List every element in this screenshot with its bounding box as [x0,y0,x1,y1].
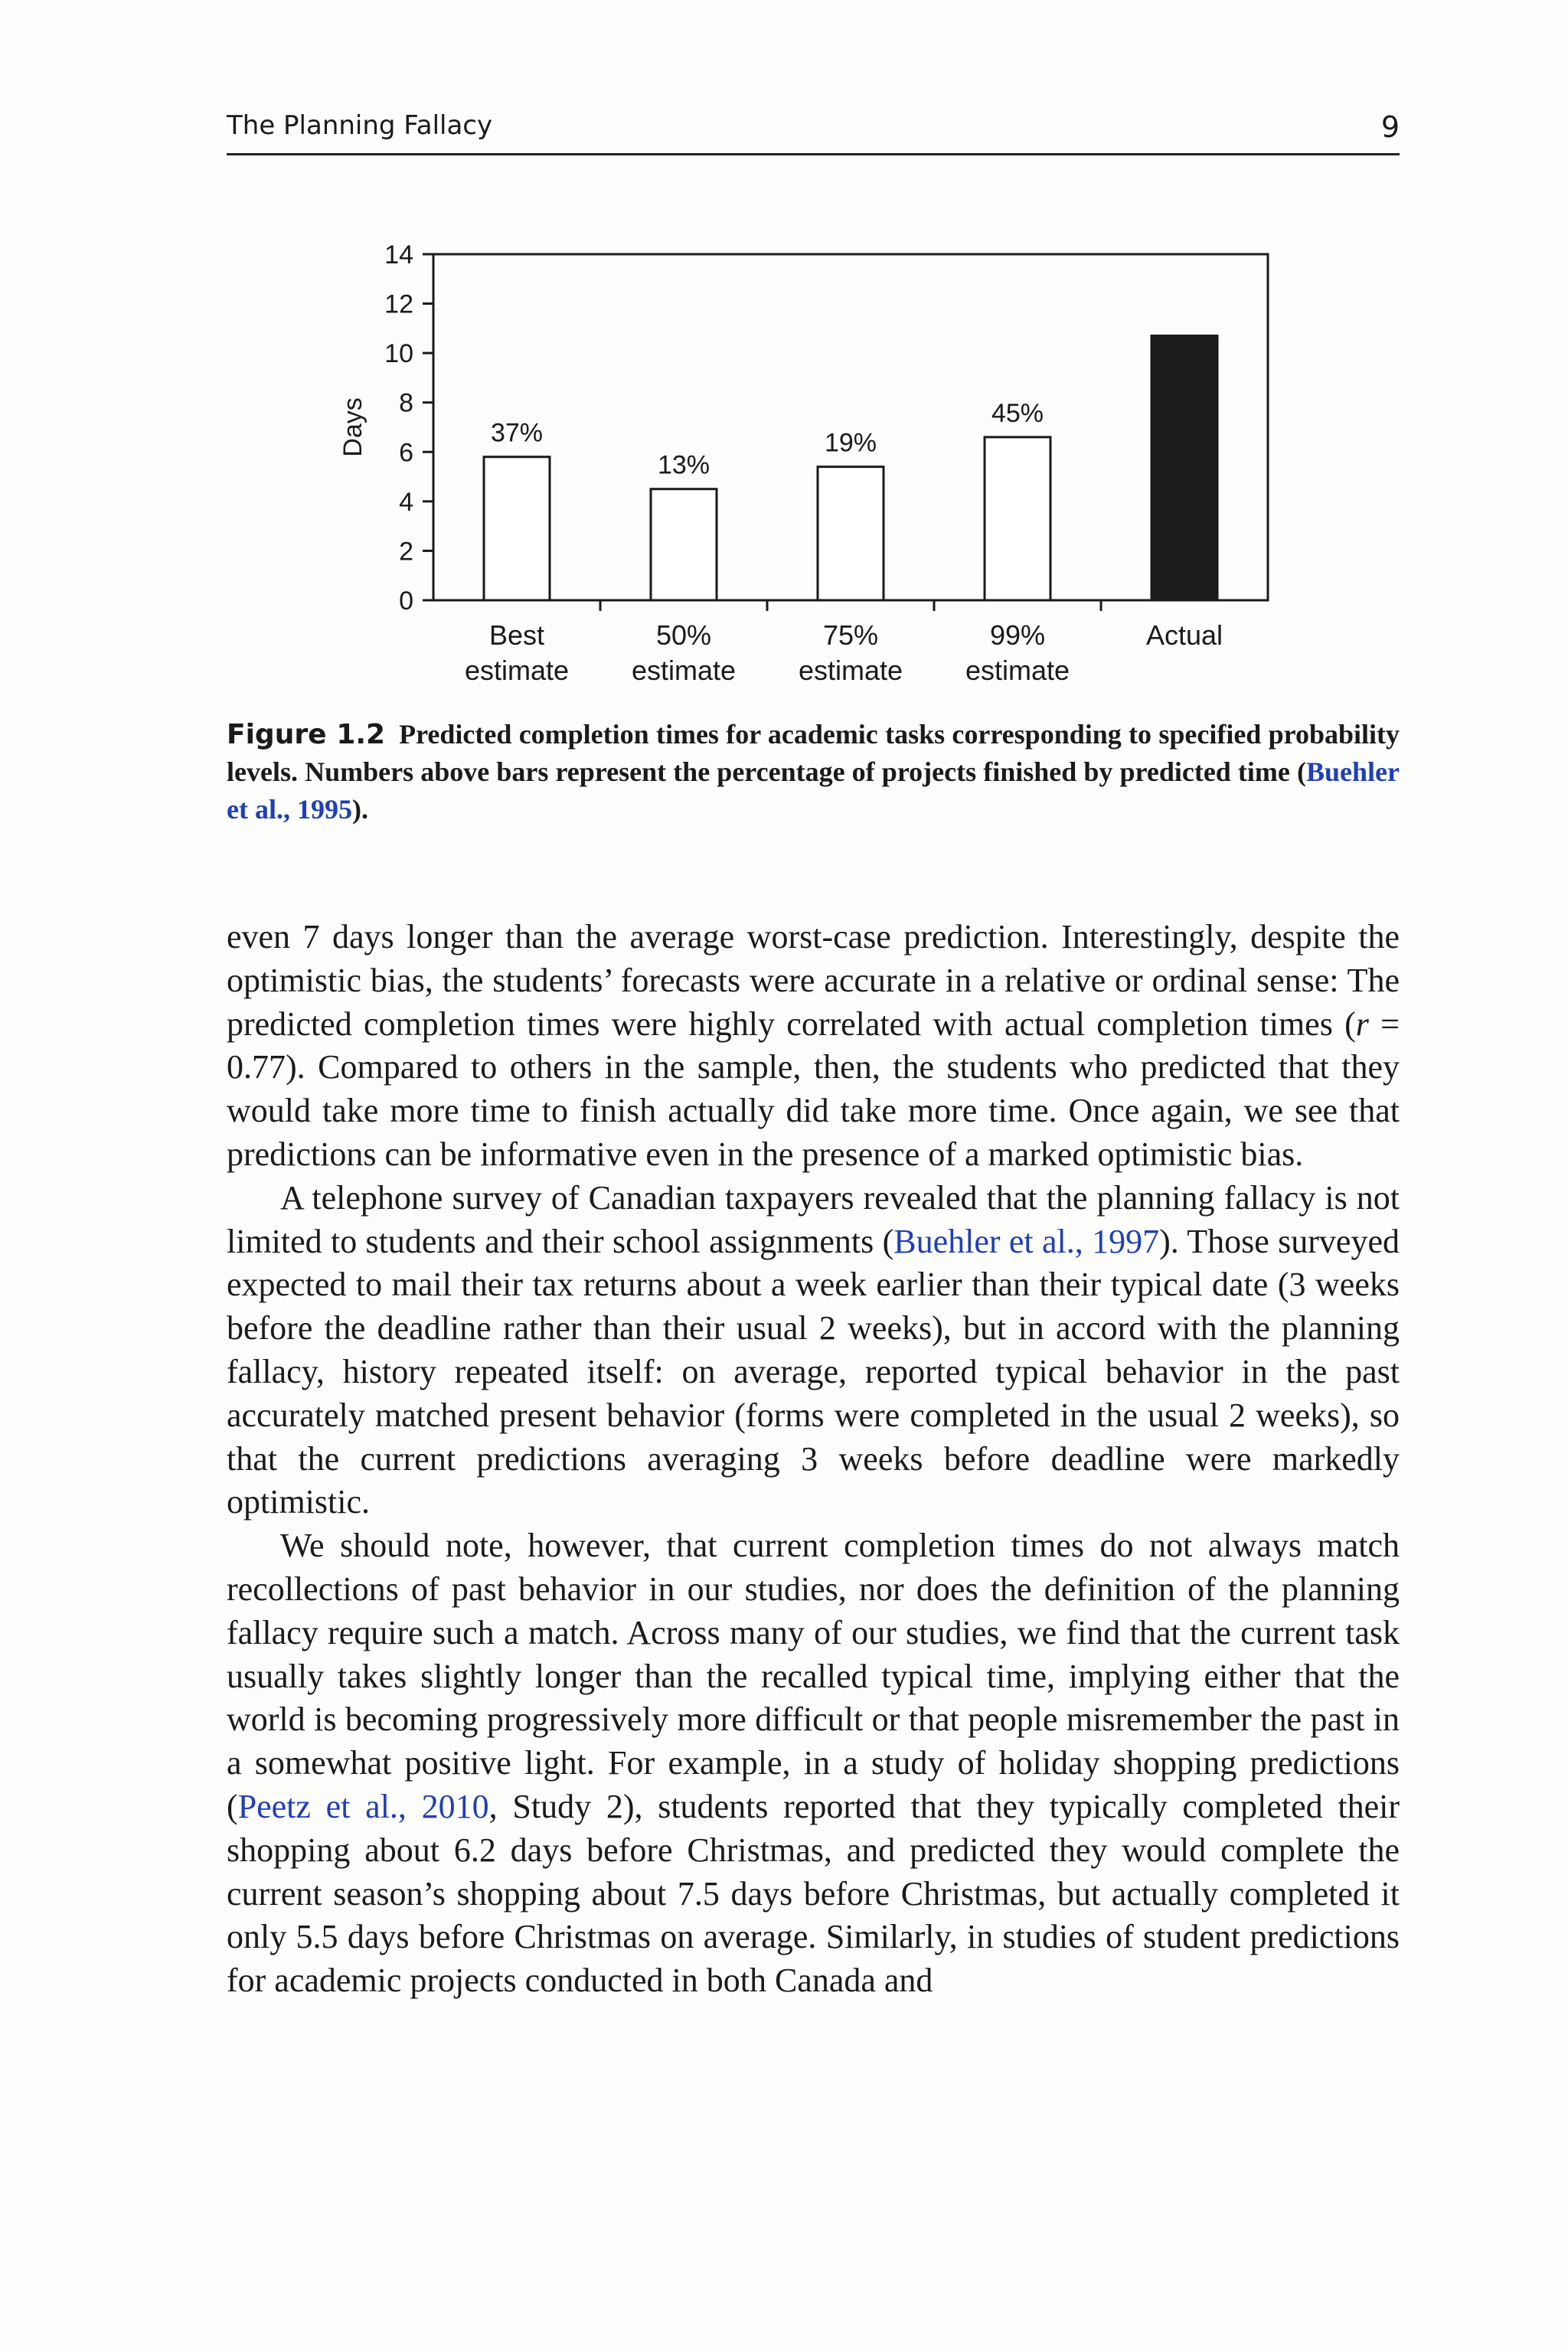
bars [484,336,1217,600]
paragraph-1 [227,916,1400,1177]
y-tick-label-2: 4 [399,487,413,517]
y-tick-label-5: 10 [384,339,413,369]
paragraph-2-text-b: ). Those surveyed expected to mail their tax returns about a week earlier than their typical date (3 weeks before the deadline rather than their usual 2 weeks), but in accord with the planning fallacy, history repeated itself: on average, reported typical behavior in the past accurately matched present behavior (forms were completed in the usual 2 weeks), so that the current predictions averaging 3 weeks before deadline were markedly optimistic. [227,1222,1400,1521]
bar-chart-figure [322,230,1317,689]
bar-4 [1152,336,1217,600]
x-category-label-1-0: 50% [655,619,712,651]
bar-0 [484,457,550,600]
x-axis [465,600,1223,686]
x-category-label-4-0: Actual [1145,619,1223,651]
y-tick-label-1: 2 [399,537,413,567]
figure-caption [227,716,1400,828]
citation-link-buehler-1997[interactable]: Buehler et al., 1997 [893,1222,1160,1260]
data-label-1: 13% [657,450,710,480]
y-tick-label-7: 14 [384,240,413,270]
citation-link-peetz-2010[interactable]: Peetz et al., 2010 [237,1787,489,1825]
body-text [227,916,1400,2003]
x-category-label-0-0: Best [488,619,545,651]
x-category-label-2-0: 75% [822,619,879,651]
y-tick-label-6: 12 [384,289,413,319]
x-category-label-2-1: estimate [798,655,903,686]
bar-2 [818,467,884,600]
data-label-0: 37% [490,418,544,448]
paragraph-3-text-a: We should note, however, that current completion times do not always match recollections of past behavior in our studies, nor does the definition of the planning fallacy require such a match. Across many of our studies, we find that the current task usually takes slightly longer than the recalled typical time, implying either that the world is becoming progressively more difficult or that people misremember the past in a somewhat positive light. For example, in a study of holiday shopping predictions ( [227,1527,1400,1825]
running-title: The Planning Fallacy [227,110,493,141]
data-label-2: 19% [824,428,877,458]
paragraph-2 [227,1177,1400,1524]
caption-text: Predicted completion times for academic tasks corresponding to specified probability levels. Numbers above bars represent the percentage of projects finished by predicted time ( [227,719,1400,787]
page-header [227,107,1400,155]
data-label-3: 45% [991,398,1044,428]
paragraph-3-text-b: , Study 2), students reported that they typically completed their shopping about 6.2 days before Christmas, and predicted they would complete the current season’s shopping about 7.5 days before Christmas, but actually completed it only 5.5 days before Christmas on average. Similarly, in studies of student predictions for academic projects conducted in both Canada and [227,1787,1400,2000]
caption-tail: ). [351,794,368,825]
x-category-label-3-1: estimate [965,655,1070,686]
figure-label: Figure 1.2 [227,719,386,750]
caption-citation-link[interactable]: Buehler et al., 1995 [227,756,1400,825]
y-tick-label-3: 6 [399,438,413,468]
bar-1 [651,489,717,600]
correlation-symbol: r [1355,1004,1369,1043]
bar-3 [985,437,1050,600]
y-tick-label-0: 0 [399,586,413,616]
y-tick-label-4: 8 [399,388,413,418]
x-category-label-1-1: estimate [631,655,737,686]
paragraph-3 [227,1524,1400,2003]
x-category-label-0-1: estimate [464,655,570,686]
paragraph-1-text-a: even 7 days longer than the average worst-case prediction. Interestingly, despite the optimistic bias, the students’ forecasts were accurate in a relative or ordinal sense: The predicted completion times were highly correlated with actual completion times ( [227,918,1400,1043]
page-number: 9 [1380,110,1400,144]
paragraph-2-text-a: A telephone survey of Canadian taxpayers revealed that the planning fallacy is not limited to students and their school assignments ( [227,1178,1400,1260]
paragraph-1-text-b: = 0.77). Compared to others in the sample, then, the students who predicted that they would take more time to finish actually did take more time. Once again, we see that predictions can be informative even in the presence of a marked optimistic bias. [227,1004,1400,1173]
x-category-label-3-0: 99% [989,619,1046,651]
y-axis-label: Days [338,397,368,457]
y-axis [384,240,433,616]
